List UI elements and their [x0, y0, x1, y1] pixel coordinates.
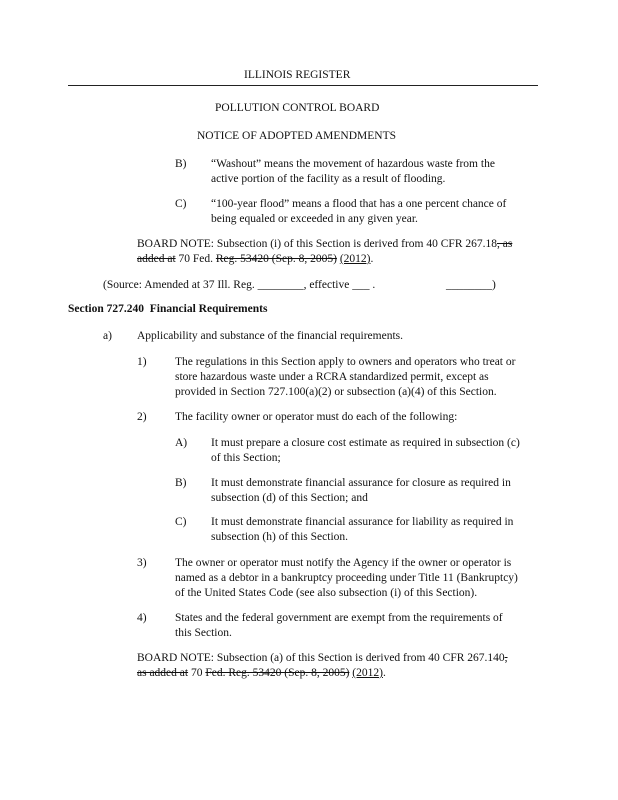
deleted-text: Fed. Reg. 53420 (Sep. 8, 2005) — [205, 667, 350, 679]
item-text: States and the federal government are exempt from the requirements of — [175, 612, 503, 624]
subitem-text: subsection (h) of this Section. — [211, 531, 349, 543]
board-note-text: . — [370, 253, 374, 265]
deleted-text: Reg. 53420 (Sep. 8, 2005) — [215, 253, 337, 265]
board-note-line — [137, 252, 373, 267]
added-text: (2012) — [352, 667, 383, 679]
item-text: The regulations in this Section apply to owners and operators who treat or — [175, 356, 516, 368]
board-note-line — [137, 666, 386, 681]
definition-text: active portion of the facility as a result of flooding. — [211, 173, 446, 185]
section-heading — [68, 302, 267, 317]
source-note: (Source: Amended at 37 Ill. Reg. ________, effective ___ . — [103, 279, 376, 291]
notice-title: NOTICE OF ADOPTED AMENDMENTS — [197, 130, 397, 142]
board-note-line — [137, 651, 508, 666]
added-text: (2012) — [339, 253, 371, 265]
board-note-line — [137, 237, 512, 252]
subitem-text: It must demonstrate financial assurance for closure as required in — [211, 477, 511, 489]
subitem-label: C) — [175, 516, 187, 528]
definition-text: “100-year flood” means a flood that has a one percent chance of — [211, 198, 507, 210]
item-text: of the United States Code (see also subsection (i) of this Section). — [175, 587, 478, 599]
board-note-text: BOARD NOTE: Subsection (a) of this Section is derived from 40 CFR 267.140 — [137, 652, 505, 664]
item-text: provided in Section 727.100(a)(2) or subsection (a)(4) of this Section. — [175, 386, 497, 398]
board-note-text: 70 Fed. — [175, 253, 216, 265]
item-text: this Section. — [175, 627, 232, 639]
board-name: POLLUTION CONTROL BOARD — [215, 102, 380, 114]
item-text: Applicability and substance of the financial requirements. — [137, 330, 404, 342]
definition-label: B) — [175, 158, 187, 170]
source-blank: ________) — [446, 279, 496, 291]
subitem-text: It must demonstrate financial assurance for liability as required in — [211, 516, 514, 528]
item-text: The owner or operator must notify the Agency if the owner or operator is — [175, 557, 512, 569]
item-label: 4) — [137, 612, 147, 624]
deleted-text: added at — [137, 253, 176, 265]
deleted-text: , — [504, 652, 508, 664]
board-note-text: 70 — [188, 667, 206, 679]
subitem-label: A) — [175, 437, 188, 449]
item-label: a) — [103, 330, 112, 342]
section-number: Section 727.240 — [68, 303, 145, 315]
item-label: 2) — [137, 411, 147, 423]
definition-text: “Washout” means the movement of hazardous waste from the — [211, 158, 495, 170]
deleted-text: , as — [497, 238, 513, 250]
deleted-text: as added at — [137, 667, 189, 679]
item-text: named as a debtor in a bankruptcy proceeding under Title 11 (Bankruptcy) — [175, 572, 518, 584]
subitem-text: of this Section; — [211, 452, 281, 464]
definition-text: being equaled or exceeded in any given year. — [211, 213, 418, 225]
definition-label: C) — [175, 198, 187, 210]
item-label: 1) — [137, 356, 147, 368]
item-text: The facility owner or operator must do each of the following: — [175, 411, 458, 423]
board-note-text: . — [382, 667, 386, 679]
item-text: store hazardous waste under a RCRA standardized permit, except as — [175, 371, 489, 383]
item-label: 3) — [137, 557, 147, 569]
section-title: Financial Requirements — [149, 303, 268, 315]
subitem-text: subsection (d) of this Section; and — [211, 492, 368, 504]
register-title: ILLINOIS REGISTER — [244, 69, 351, 81]
subitem-text: It must prepare a closure cost estimate as required in subsection (c) — [211, 437, 520, 449]
subitem-label: B) — [175, 477, 187, 489]
board-note-text: BOARD NOTE: Subsection (i) of this Section is derived from 40 CFR 267.18 — [137, 238, 497, 250]
header-rule — [68, 85, 538, 86]
